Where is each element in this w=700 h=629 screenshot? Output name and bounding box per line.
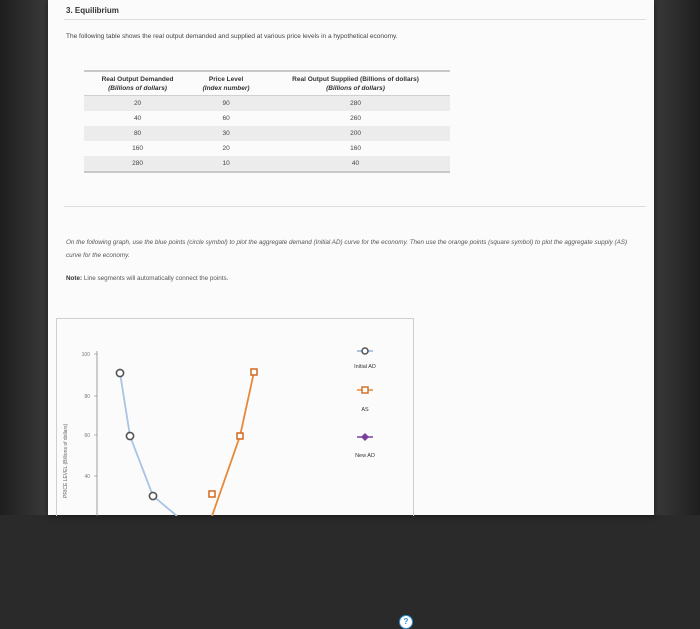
ad-point[interactable] [149,492,156,499]
cell: 10 [191,156,261,172]
left-background [0,0,48,515]
table-row [84,141,450,156]
col-header-demanded: Real Output Demanded [84,71,191,84]
cell: 90 [191,96,261,112]
right-background [654,0,700,515]
help-icon[interactable]: ? [399,615,413,629]
legend-label-as: AS [361,407,369,413]
cell: 20 [222,145,230,152]
y-tick-label: 80 [84,394,90,400]
y-tick-label: 60 [84,433,90,439]
legend-new-ad[interactable] [355,433,375,459]
section-divider [64,206,646,207]
table-row [84,96,450,112]
col-sub-demanded: (Billions of dollars) [84,84,191,96]
cell: 200 [261,126,450,141]
table-row [84,111,450,126]
ad-point[interactable] [126,432,133,439]
ad-circle-icon [362,348,368,354]
note-body: Line segments will automatically connect the points. [83,275,229,282]
cell: 60 [222,115,230,122]
graph-panel [56,318,414,626]
data-table [84,70,450,193]
graph-instructions: On the following graph, use the blue points (circle symbol) to plot the aggregate demand (Initial AD) curve for the economy. Then use the orange points (square symbol) to plot the aggregate supply (AS) curve for the economy. [66,239,628,259]
as-point[interactable] [251,369,257,375]
y-axis-label: PRICE LEVEL (Billions of dollars) [63,423,69,498]
intro-text: The following table shows the real output demanded and supplied at various price levels in a hypothetical economy. [66,33,398,40]
cell: 280 [84,156,191,172]
graph-canvas[interactable] [57,319,413,516]
cell: 280 [261,96,450,112]
initial-ad-curve [116,369,177,516]
note-label: Note: [66,275,83,282]
col-header-price: Price Level [191,71,261,84]
note-text [66,275,228,282]
col-sub-price: (Index number) [191,84,261,96]
cell: 40 [133,115,142,122]
as-curve [209,369,257,516]
cell: 80 [84,126,191,141]
legend-as[interactable] [357,387,373,413]
y-tick-label: 100 [81,352,90,358]
table-bottom-rule [84,172,450,193]
cell: 160 [350,145,361,152]
title-divider [64,19,646,20]
as-point[interactable] [237,433,243,439]
ad-point[interactable] [116,369,123,376]
legend-label-new-ad: New AD [355,453,375,459]
cell: 20 [84,96,191,112]
question-page [48,0,654,626]
col-header-supplied: Real Output Supplied (Billions of dollars) [261,71,450,84]
as-square-icon [362,387,368,393]
cell: 40 [261,156,450,172]
new-ad-diamond-icon [361,433,369,441]
legend-label-initial-ad: Initial AD [354,364,376,370]
y-tick-label: 40 [84,474,90,480]
cell: 260 [350,115,361,122]
cell: 30 [191,126,261,141]
table-row [84,126,450,141]
table-row [84,156,450,172]
question-title: 3. Equilibrium [66,6,119,15]
legend-initial-ad[interactable] [354,348,376,370]
cell: 160 [132,145,143,152]
col-sub-supplied: (Billions of dollars) [261,84,450,96]
as-point[interactable] [209,491,215,497]
